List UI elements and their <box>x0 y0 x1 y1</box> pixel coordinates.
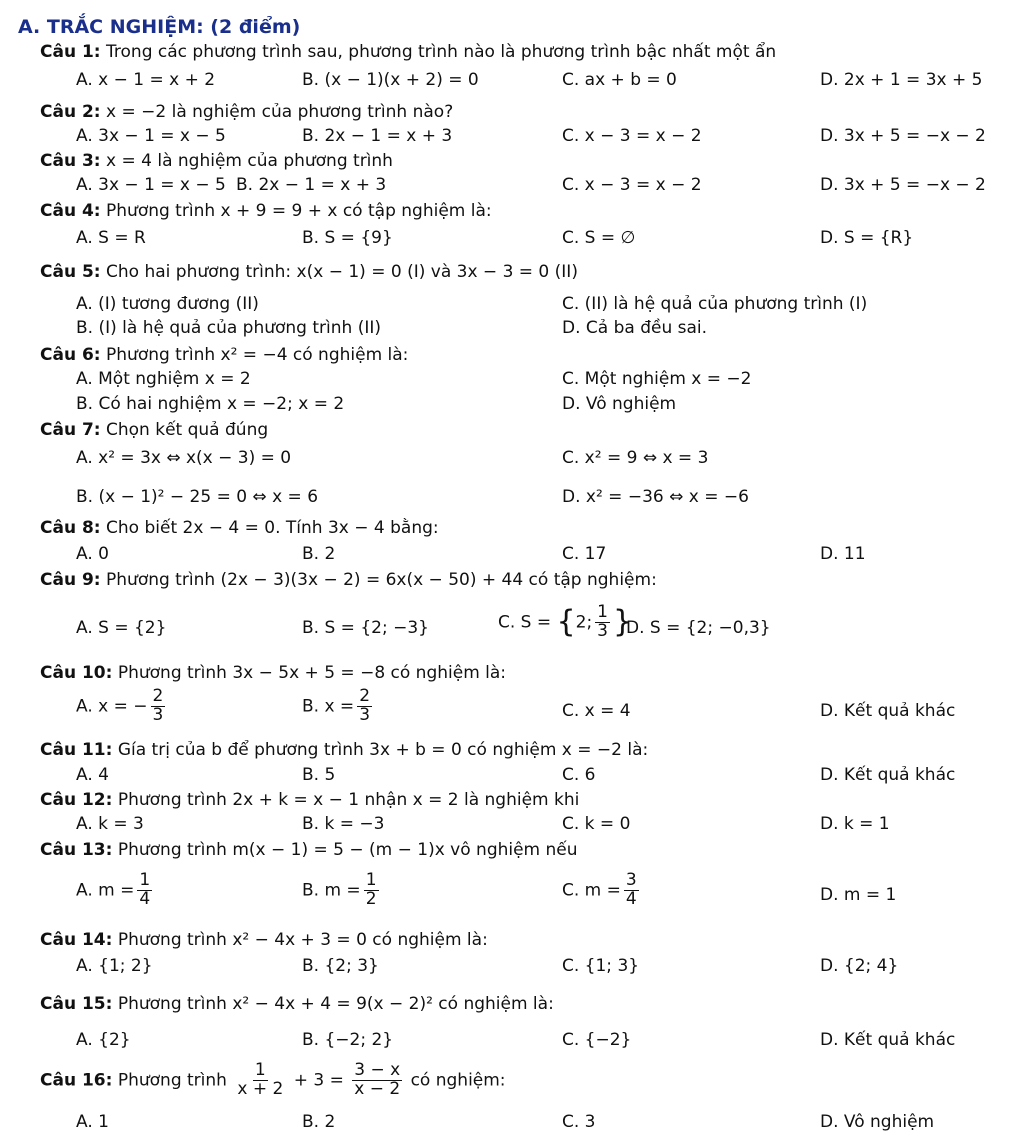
option-c[interactable]: C. S = ∅ <box>562 228 636 248</box>
option-b[interactable]: B. (x − 1)(x + 2) = 0 <box>302 70 479 90</box>
option-b[interactable] <box>302 872 382 909</box>
option-a[interactable]: A. x − 1 = x + 2 <box>76 70 216 90</box>
option-c[interactable]: C. x² = 9 ⇔ x = 3 <box>562 448 709 468</box>
option-a[interactable]: A. 1 <box>76 1112 109 1132</box>
option-c[interactable]: C. 3 <box>562 1112 596 1132</box>
option-d[interactable]: D. k = 1 <box>820 814 890 834</box>
option-d[interactable]: D. Kết quả khác <box>820 701 956 721</box>
option-b[interactable]: B. 2x − 1 = x + 3 <box>302 126 453 146</box>
question-7 <box>40 420 268 440</box>
option-b[interactable]: B. 5 <box>302 765 336 785</box>
question-label: Câu 14: <box>40 930 113 950</box>
option-d[interactable]: D. m = 1 <box>820 885 897 905</box>
fraction: $\frac{1}{4}$ <box>139 870 151 909</box>
option-b[interactable]: B. S = {2; −3} <box>302 618 429 638</box>
question-3 <box>40 151 393 171</box>
question-15 <box>40 994 554 1014</box>
option-d[interactable]: D. Vô nghiệm <box>562 394 677 414</box>
option-b[interactable]: B. k = −3 <box>302 814 385 834</box>
option-d[interactable]: D. Kết quả khác <box>820 1030 956 1050</box>
question-label: Câu 6: <box>40 345 101 365</box>
question-text: Phương trình (2x − 3)(3x − 2) = 6x(x − 50) + 44 có tập nghiệm: <box>106 570 657 590</box>
option-c[interactable]: C. ax + b = 0 <box>562 70 677 90</box>
option-b-lead: B. m = <box>302 880 361 901</box>
option-d[interactable]: D. Kết quả khác <box>820 765 956 785</box>
option-c[interactable]: C. x − 3 = x − 2 <box>562 126 702 146</box>
fraction: $\frac{3 - x}{x - 2}$ <box>354 1060 401 1099</box>
option-b[interactable]: B. 2x − 1 = x + 3 <box>236 175 387 195</box>
question-label: Câu 2: <box>40 102 101 122</box>
option-b[interactable]: B. 2 <box>302 544 336 564</box>
option-b[interactable]: B. {−2; 2} <box>302 1030 394 1050</box>
brace-open: { <box>556 604 576 640</box>
question-5 <box>40 262 578 282</box>
question-2 <box>40 102 453 122</box>
option-d[interactable]: D. {2; 4} <box>820 956 899 976</box>
option-a[interactable]: A. (I) tương đương (II) <box>76 294 259 314</box>
question-label: Câu 8: <box>40 518 101 538</box>
option-a-lead: A. m = <box>76 880 135 901</box>
question-4 <box>40 201 492 221</box>
option-a[interactable]: A. Một nghiệm x = 2 <box>76 369 251 389</box>
option-d[interactable]: D. 11 <box>820 544 866 564</box>
question-text-after: có nghiệm: <box>410 1070 506 1091</box>
fraction: $\frac{1}{3}$ <box>597 602 608 641</box>
option-a[interactable]: A. S = {2} <box>76 618 167 638</box>
option-b-lead: B. x = <box>302 696 355 717</box>
question-10 <box>40 663 506 683</box>
option-c[interactable]: C. 17 <box>562 544 607 564</box>
option-d[interactable]: D. Vô nghiệm <box>820 1112 935 1132</box>
question-text: Phương trình x² − 4x + 4 = 9(x − 2)² có nghiệm là: <box>117 994 554 1014</box>
option-b[interactable]: B. (x − 1)² − 25 = 0 ⇔ x = 6 <box>76 487 319 507</box>
option-a[interactable]: A. {1; 2} <box>76 956 153 976</box>
option-b[interactable]: B. S = {9} <box>302 228 393 248</box>
fraction: $\frac{1}{2}$ <box>365 870 377 909</box>
question-label: Câu 10: <box>40 663 113 683</box>
option-a[interactable]: A. 3x − 1 = x − 5 <box>76 126 226 146</box>
question-label: Câu 16: <box>40 1070 113 1091</box>
option-a[interactable]: A. S = R <box>76 228 146 248</box>
option-d[interactable]: D. 2x + 1 = 3x + 5 <box>820 70 983 90</box>
option-c[interactable]: C. {1; 3} <box>562 956 640 976</box>
option-a[interactable]: A. x² = 3x ⇔ x(x − 3) = 0 <box>76 448 292 468</box>
question-label: Câu 11: <box>40 740 113 760</box>
question-text: Phương trình x² = −4 có nghiệm là: <box>106 345 409 365</box>
option-b[interactable]: B. {2; 3} <box>302 956 379 976</box>
question-1 <box>40 42 776 62</box>
option-c[interactable]: C. (II) là hệ quả của phương trình (I) <box>562 294 868 314</box>
option-a[interactable]: A. 0 <box>76 544 109 564</box>
option-b[interactable]: B. Có hai nghiệm x = −2; x = 2 <box>76 394 345 414</box>
option-c[interactable] <box>562 872 642 909</box>
option-d[interactable]: D. Cả ba đều sai. <box>562 318 708 338</box>
option-a[interactable]: A. 4 <box>76 765 109 785</box>
question-text: Trong các phương trình sau, phương trình nào là phương trình bậc nhất một ẩn <box>106 42 777 62</box>
question-11 <box>40 740 648 760</box>
brace-close: } <box>613 604 633 640</box>
frac-lead: 2; <box>575 612 593 633</box>
question-8 <box>40 518 439 538</box>
question-label: Câu 13: <box>40 840 113 860</box>
option-c[interactable]: C. x − 3 = x − 2 <box>562 175 702 195</box>
question-12 <box>40 790 579 810</box>
option-c-lead: C. m = <box>562 880 621 901</box>
question-13 <box>40 840 578 860</box>
question-label: Câu 7: <box>40 420 101 440</box>
question-text: Cho biết 2x − 4 = 0. Tính 3x − 4 bằng: <box>106 518 439 538</box>
fraction: $\frac{2}{3}$ <box>359 686 371 725</box>
question-9 <box>40 570 657 590</box>
question-label: Câu 3: <box>40 151 101 171</box>
option-a[interactable]: A. {2} <box>76 1030 131 1050</box>
question-14 <box>40 930 488 950</box>
question-text: Chọn kết quả đúng <box>106 420 269 440</box>
option-a[interactable]: A. k = 3 <box>76 814 144 834</box>
question-label: Câu 12: <box>40 790 113 810</box>
section-title: A. TRẮC NGHIỆM: (2 điểm) <box>18 16 301 38</box>
question-text: Phương trình <box>117 1070 227 1091</box>
question-label: Câu 9: <box>40 570 101 590</box>
question-6 <box>40 345 408 365</box>
question-label: Câu 1: <box>40 42 101 62</box>
option-a[interactable] <box>76 688 168 725</box>
question-text: x = 4 là nghiệm của phương trình <box>106 151 393 171</box>
option-c[interactable]: C. Một nghiệm x = −2 <box>562 369 752 389</box>
fraction: $\frac{2}{3}$ <box>152 686 164 725</box>
question-text: Phương trình 3x − 5x + 5 = −8 có nghiệm là: <box>117 663 507 683</box>
fraction: $\frac{1}{x + 2}$ <box>237 1060 284 1099</box>
option-d[interactable]: D. 3x + 5 = −x − 2 <box>820 175 986 195</box>
question-label: Câu 5: <box>40 262 101 282</box>
equation-middle: + 3 = <box>293 1070 344 1091</box>
option-d[interactable]: D. x² = −36 ⇔ x = −6 <box>562 487 749 507</box>
question-text: Phương trình 2x + k = x − 1 nhận x = 2 là nghiệm khi <box>117 790 580 810</box>
option-c[interactable] <box>498 604 632 641</box>
option-a[interactable] <box>76 872 155 909</box>
question-text: x = −2 là nghiệm của phương trình nào? <box>106 102 454 122</box>
option-c[interactable]: C. x = 4 <box>562 701 631 721</box>
question-text: Phương trình x + 9 = 9 + x có tập nghiệm là: <box>106 201 492 221</box>
option-b[interactable] <box>302 688 375 725</box>
option-c[interactable]: C. 6 <box>562 765 596 785</box>
option-a-lead: A. x = − <box>76 696 148 717</box>
option-c[interactable]: C. k = 0 <box>562 814 631 834</box>
option-d[interactable]: D. S = {2; −0,3} <box>626 618 771 638</box>
option-c[interactable]: C. {−2} <box>562 1030 632 1050</box>
option-d[interactable]: D. S = {R} <box>820 228 914 248</box>
question-text: Phương trình x² − 4x + 3 = 0 có nghiệm là: <box>117 930 488 950</box>
option-d[interactable]: D. 3x + 5 = −x − 2 <box>820 126 986 146</box>
question-text: Gía trị của b để phương trình 3x + b = 0 có nghiệm x = −2 là: <box>117 740 649 760</box>
option-c-lead: C. S = <box>498 612 552 633</box>
question-text: Phương trình m(x − 1) = 5 − (m − 1)x vô nghiệm nếu <box>117 840 578 860</box>
option-b[interactable]: B. 2 <box>302 1112 336 1132</box>
option-a[interactable]: A. 3x − 1 = x − 5 <box>76 175 226 195</box>
question-16 <box>40 1062 506 1099</box>
question-label: Câu 4: <box>40 201 101 221</box>
question-text: Cho hai phương trình: x(x − 1) = 0 (I) và 3x − 3 = 0 (II) <box>106 262 578 282</box>
fraction: $\frac{3}{4}$ <box>625 870 637 909</box>
question-label: Câu 15: <box>40 994 113 1014</box>
option-b[interactable]: B. (I) là hệ quả của phương trình (II) <box>76 318 381 338</box>
